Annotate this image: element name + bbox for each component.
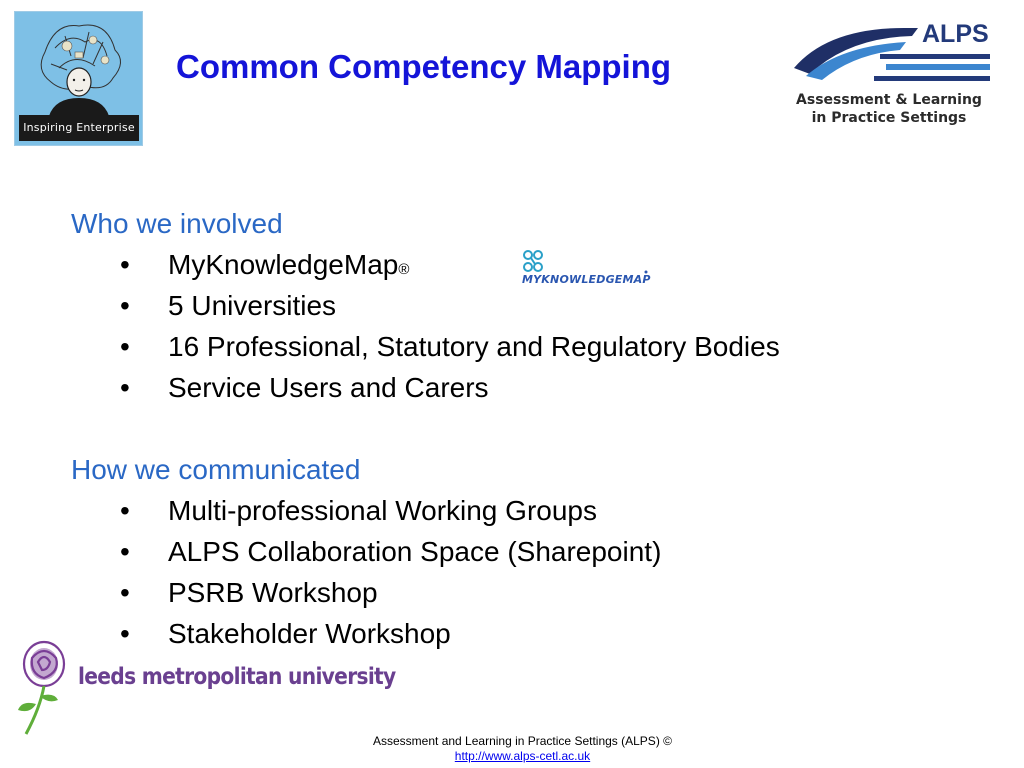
bullet-icon: • (120, 372, 130, 403)
alps-logo-name: ALPS (922, 20, 989, 48)
section-heading-who-involved: Who we involved (71, 208, 283, 239)
bullet-icon: • (120, 577, 130, 608)
myknowledgemap-logo-text: MYKNOWLEDGEMAP (522, 273, 651, 286)
inspiring-enterprise-caption: Inspiring Enterprise (19, 115, 139, 141)
list-item-text: Multi-professional Working Groups (168, 495, 597, 526)
page-title: Common Competency Mapping (176, 48, 672, 85)
list-item (120, 290, 336, 322)
bullet-icon: • (120, 495, 130, 526)
list-item-text: 5 Universities (168, 290, 337, 321)
bullet-icon: • (120, 249, 130, 280)
alps-tagline-line1: Assessment & Learning (796, 92, 982, 108)
bullet-icon: • (120, 536, 130, 567)
list-item (120, 577, 378, 609)
list-item-text: PSRB Workshop (168, 577, 378, 608)
leeds-rose-icon (14, 638, 78, 738)
list-item: • MyKnowledgeMap ® (120, 249, 410, 280)
list-item (120, 618, 451, 650)
inspiring-enterprise-logo (14, 11, 143, 146)
list-item (120, 536, 661, 568)
bullet-icon: • (120, 290, 130, 321)
footer-link[interactable]: http://www.alps-cetl.ac.uk (454, 749, 591, 763)
alps-tagline-line2: in Practice Settings (811, 110, 967, 126)
list-item-text: ALPS Collaboration Space (Sharepoint) (168, 536, 662, 567)
list-item-text: Stakeholder Workshop (168, 618, 451, 649)
list-item-text: Service Users and Carers (168, 372, 489, 403)
alps-tagline (778, 91, 1000, 127)
leeds-metropolitan-logo-text: leeds metropolitan university (78, 664, 396, 690)
section-heading-how-communicated: How we communicated (71, 454, 361, 485)
list-item (120, 372, 489, 404)
bullet-icon: • (120, 331, 130, 362)
list-item (120, 495, 597, 527)
list-item-text: MyKnowledgeMap (168, 249, 399, 280)
footer (0, 734, 1024, 764)
list-item-text: 16 Professional, Statutory and Regulatory Bodies (168, 331, 780, 362)
list-item (120, 331, 780, 363)
footer-copyright: Assessment and Learning in Practice Settings (ALPS) © (373, 734, 672, 748)
bullet-icon: • (120, 618, 130, 649)
